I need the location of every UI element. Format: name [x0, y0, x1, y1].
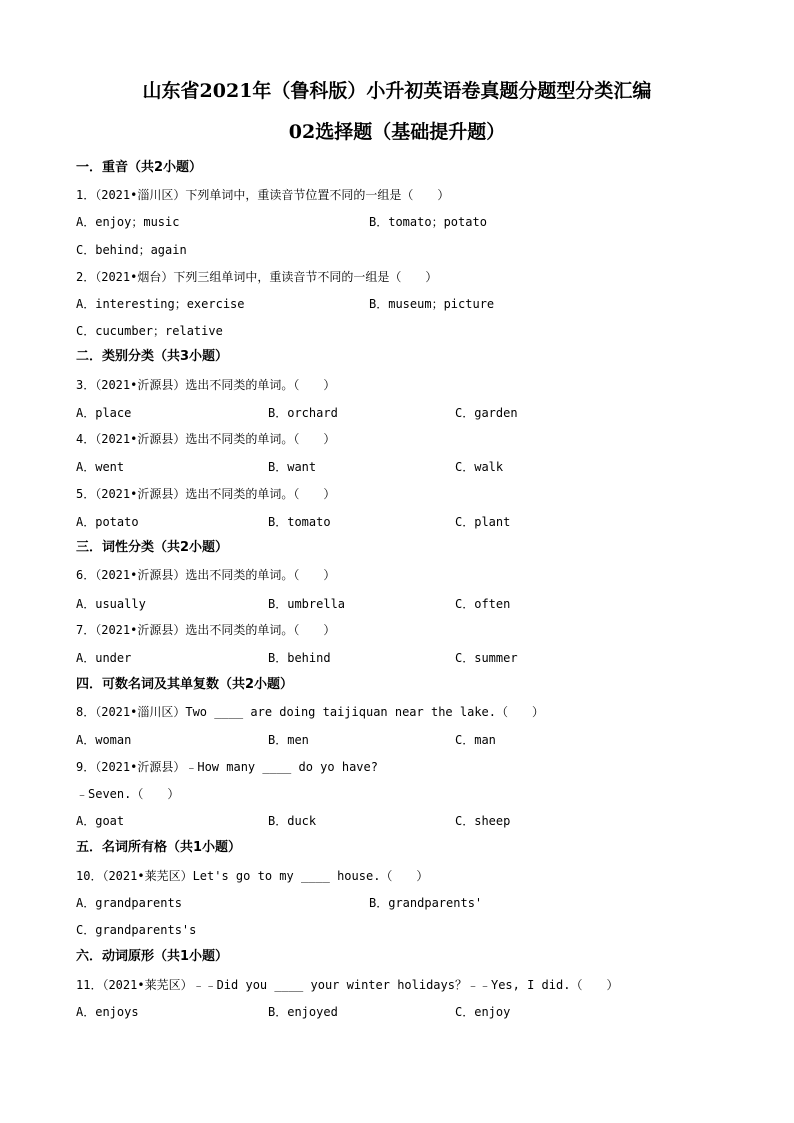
option-b: B．duck: [268, 814, 317, 828]
section-heading: 二．类别分类（共3小题）: [76, 349, 229, 364]
option-b: B．museum；picture: [369, 297, 495, 311]
option-c: C．plant: [455, 515, 511, 529]
section-heading: 三．词性分类（共2小题）: [76, 540, 229, 555]
option-b: B．behind: [268, 651, 331, 665]
question-text-continued: ﹣Seven.（ ）: [76, 787, 180, 801]
section-heading: 五．名词所有格（共1小题）: [76, 840, 242, 855]
option-a: A．grandparents: [76, 896, 182, 910]
option-c: C．cucumber；relative: [76, 324, 223, 338]
option-a: A．woman: [76, 733, 132, 747]
section-heading: 六．动词原形（共1小题）: [76, 949, 229, 964]
option-b: B．orchard: [268, 406, 338, 420]
question-text: 8．（2021•淄川区）Two ____ are doing taijiquan near the lake.（ ）: [76, 705, 545, 719]
question-text: 1．（2021•淄川区）下列单词中，重读音节位置不同的一组是（ ）: [76, 188, 450, 202]
option-a: A．place: [76, 406, 132, 420]
option-c: C．summer: [455, 651, 518, 665]
option-c: C．walk: [455, 460, 504, 474]
option-a: A．enjoys: [76, 1005, 139, 1019]
option-a: A．interesting；exercise: [76, 297, 245, 311]
option-b: B．enjoyed: [268, 1005, 338, 1019]
option-a: A．goat: [76, 814, 125, 828]
option-c: C．man: [455, 733, 496, 747]
option-a: A．went: [76, 460, 125, 474]
section-heading: 四．可数名词及其单复数（共2小题）: [76, 677, 294, 692]
document-subtitle: 02选择题（基础提升题）: [288, 121, 506, 143]
option-a: A．potato: [76, 515, 139, 529]
option-c: C．sheep: [455, 814, 511, 828]
question-text: 2．（2021•烟台）下列三组单词中，重读音节不同的一组是（ ）: [76, 270, 438, 284]
option-b: B．tomato；potato: [369, 215, 487, 229]
question-text: 5．（2021•沂源县）选出不同类的单词。（ ）: [76, 487, 336, 501]
option-a: A．usually: [76, 597, 146, 611]
option-c: C．enjoy: [455, 1005, 511, 1019]
question-text: 4．（2021•沂源县）选出不同类的单词。（ ）: [76, 432, 336, 446]
question-text: 7．（2021•沂源县）选出不同类的单词。（ ）: [76, 623, 336, 637]
question-text: 3．（2021•沂源县）选出不同类的单词。（ ）: [76, 378, 336, 392]
option-b: B．men: [268, 733, 309, 747]
option-b: B．grandparents': [369, 896, 483, 910]
option-b: B．umbrella: [268, 597, 346, 611]
option-a: A．enjoy；music: [76, 215, 180, 229]
question-text: 10．（2021•莱芜区）Let's go to my ____ house.（ ）: [76, 869, 429, 883]
option-c: C．grandparents's: [76, 923, 197, 937]
option-c: C．garden: [455, 406, 518, 420]
document-title: 山东省2021年（鲁科版）小升初英语卷真题分题型分类汇编: [142, 80, 652, 102]
option-c: C．often: [455, 597, 511, 611]
option-c: C．behind；again: [76, 243, 187, 257]
option-b: B．tomato: [268, 515, 331, 529]
question-text: 6．（2021•沂源县）选出不同类的单词。（ ）: [76, 568, 336, 582]
option-b: B．want: [268, 460, 317, 474]
section-heading: 一．重音（共2小题）: [76, 160, 203, 175]
option-a: A．under: [76, 651, 132, 665]
question-text: 11．（2021•莱芜区）﹣﹣Did you ____ your winter holidays？﹣﹣Yes, I did.（ ）: [76, 978, 619, 992]
question-text: 9．（2021•沂源县）﹣How many ____ do yo have?: [76, 760, 378, 774]
